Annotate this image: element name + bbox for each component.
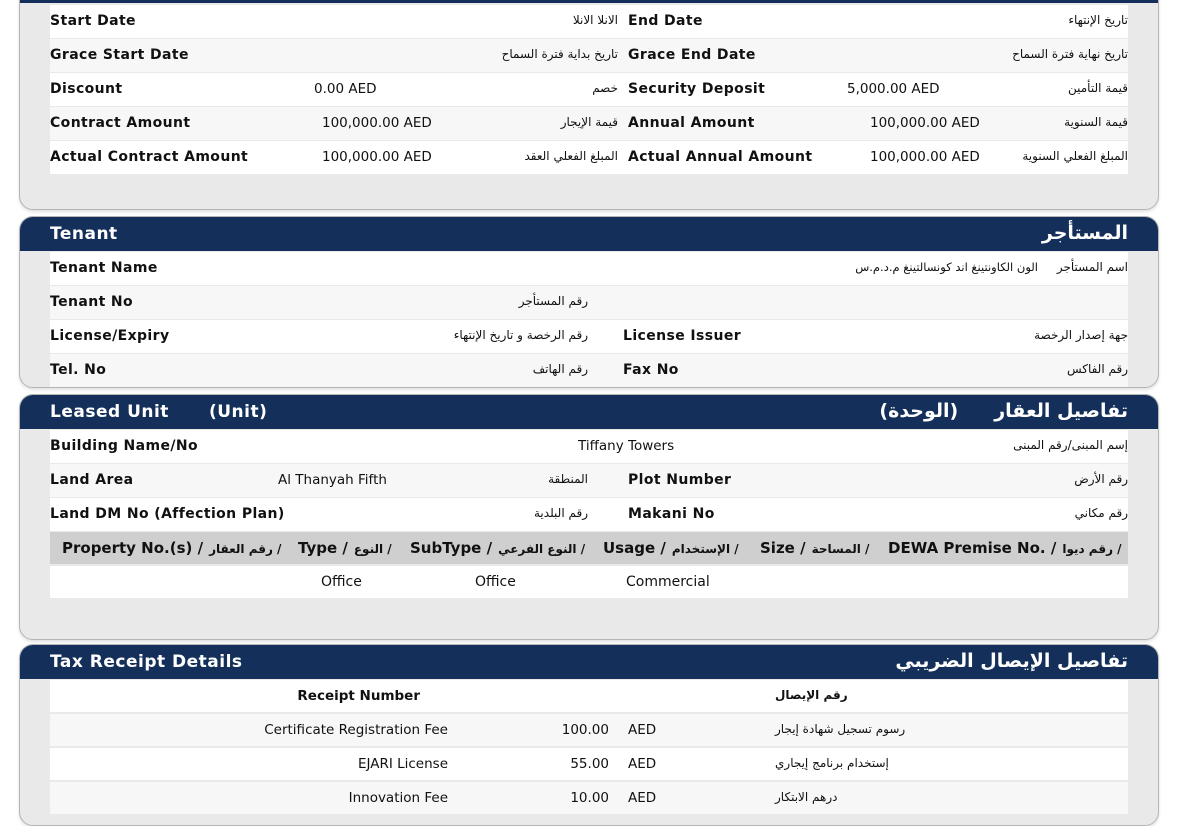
fee-name: Certificate Registration Fee [264,722,448,738]
end-date-ar: تاريخ الإنتهاء [1068,13,1128,27]
land-area-ar: المنطقة [548,472,588,486]
fee-currency: AED [628,722,657,738]
tenant-header [20,217,1158,251]
building-name-ar: إسم المبنى/رقم المبنى [1013,438,1128,452]
tenant-row-no [50,286,1128,319]
grace-start-ar: تاريخ بداية فترة السماح [501,47,618,61]
fee-row-ejari [50,748,1128,780]
discount-ar: خصم [592,81,618,95]
start-date-ar: الانلا الانلا [572,13,618,27]
receipt-number-row [50,680,1128,712]
license-issuer-label: License Issuer [623,328,742,344]
start-date-label: Start Date [50,13,136,29]
actual-contract-amount-label: Actual Contract Amount [50,149,249,165]
unit-row-land-dm [50,498,1128,531]
discount-value: 0.00 AED [314,81,377,97]
grace-start-label: Grace Start Date [50,47,189,63]
fee-row-certificate [50,714,1128,746]
fee-amount: 100.00 [561,722,609,738]
fax-no-label: Fax No [623,362,679,378]
makani-ar: رقم مكاني [1074,506,1128,520]
tenant-row-name [50,252,1128,285]
tel-no-label: Tel. No [50,362,107,378]
fee-row-innovation [50,782,1128,814]
tenant-name-ar: اسم المستأجر [1056,260,1128,274]
actual-annual-amount-value: 100,000.00 AED [870,149,980,165]
land-area-label: Land Area [50,472,134,488]
plot-number-ar: رقم الأرض [1074,472,1128,486]
tenant-row-license [50,320,1128,353]
tax-receipt-header [20,645,1158,679]
contract-row-discount [50,73,1128,106]
contract-amount-ar: قيمة الإيجار [560,115,618,129]
contract-row-amount [50,107,1128,140]
fee-currency: AED [628,756,657,772]
tenant-no-ar: رقم المستأجر [518,294,588,308]
fee-name-ar: رسوم تسجيل شهادة إيجار [775,722,906,736]
grace-end-label: Grace End Date [628,47,756,63]
tel-no-ar: رقم الهاتف [532,362,588,376]
tenant-title: Tenant [50,224,118,244]
fax-no-ar: رقم الفاكس [1066,362,1128,376]
unit-row-land-area [50,464,1128,497]
annual-amount-value: 100,000.00 AED [870,115,980,131]
col-size: Size / المساحة / [760,539,870,557]
tax-receipt-title: Tax Receipt Details [50,652,243,672]
actual-contract-amount-value: 100,000.00 AED [322,149,432,165]
fee-name: Innovation Fee [348,790,448,806]
fee-amount: 55.00 [570,756,609,772]
discount-label: Discount [50,81,123,97]
col-subtype: SubType / النوع الفرعي / [410,539,586,557]
fee-name-ar: إستخدام برنامج إيجاري [775,756,889,770]
building-name-value: Tiffany Towers [578,438,675,454]
tenant-row-tel [50,354,1128,387]
contract-details-header [20,0,1158,3]
leased-unit-header [20,395,1158,429]
tenant-section [19,216,1159,388]
land-dm-ar: رقم البلدية [534,506,588,520]
annual-amount-ar: قيمة السنوية [1064,115,1128,129]
actual-annual-amount-label: Actual Annual Amount [628,149,813,165]
fee-currency: AED [628,790,657,806]
leased-unit-title: Leased Unit (Unit) [50,402,268,422]
cell-usage: Commercial [626,574,710,590]
security-deposit-ar: قيمة التأمين [1068,81,1128,95]
cell-subtype: Office [475,574,516,590]
contract-details-section [19,0,1159,210]
contract-amount-label: Contract Amount [50,115,191,131]
grace-end-ar: تاريخ نهاية فترة السماح [1012,47,1128,61]
fee-name-ar: درهم الابتكار [775,790,838,804]
security-deposit-label: Security Deposit [628,81,766,97]
contract-amount-value: 100,000.00 AED [322,115,432,131]
contract-row-grace [50,39,1128,72]
unit-row-building [50,430,1128,463]
property-table-header [50,532,1128,564]
contract-row-start-date [50,5,1128,38]
leased-unit-title-ar: تفاصيل العقار(الوحدة) [879,400,1128,422]
tax-receipt-title-ar: تفاصيل الإيصال الضريبي [895,650,1128,672]
license-issuer-ar: جهة إصدار الرخصة [1034,328,1128,342]
col-usage: Usage / الإستخدام / [603,539,739,557]
security-deposit-value: 5,000.00 AED [847,81,940,97]
fee-name: EJARI License [357,756,448,772]
tenant-name-value: الون الكاونتينغ اند كونسالتينغ م.د.م.س [855,260,1038,274]
contract-row-actual [50,141,1128,174]
plot-number-label: Plot Number [628,472,732,488]
land-area-value: Al Thanyah Fifth [278,472,387,488]
tax-receipt-section [19,644,1159,826]
license-expiry-ar: رقم الرخصة و تاريخ الإنتهاء [453,328,588,342]
receipt-number-label: Receipt Number [297,688,420,704]
license-expiry-label: License/Expiry [50,328,170,344]
land-dm-label: Land DM No (Affection Plan) [50,506,285,522]
col-type: Type / النوع / [298,539,392,557]
tenant-title-ar: المستأجر [1041,222,1128,244]
tenant-no-label: Tenant No [50,294,134,310]
col-dewa: DEWA Premise No. / رقم ديوا / [888,539,1122,557]
makani-label: Makani No [628,506,715,522]
end-date-label: End Date [628,13,703,29]
actual-annual-amount-ar: المبلغ الفعلي السنوية [1022,149,1128,163]
annual-amount-label: Annual Amount [628,115,755,131]
leased-unit-section [19,394,1159,640]
property-table-row [50,566,1128,598]
fee-amount: 10.00 [570,790,609,806]
cell-type: Office [321,574,362,590]
actual-contract-amount-ar: المبلغ الفعلي العقد [524,149,618,163]
building-name-label: Building Name/No [50,438,199,454]
col-property-no: Property No.(s) / رقم العقار / [62,539,282,557]
tenant-name-label: Tenant Name [50,260,158,276]
receipt-number-ar: رقم الإيصال [775,688,848,702]
